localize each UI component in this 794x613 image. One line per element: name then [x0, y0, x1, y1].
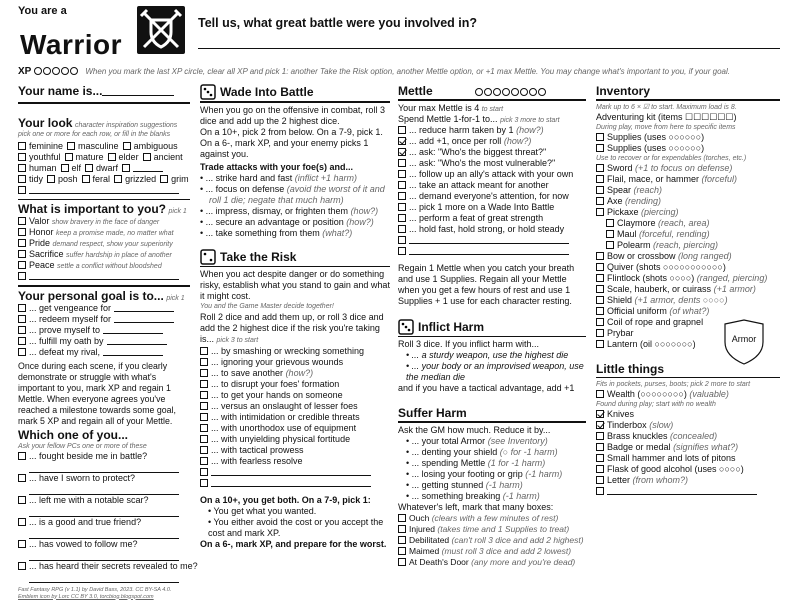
suffer-option: • ... spending Mettle (1 for -1 harm) — [406, 457, 546, 468]
checkbox[interactable] — [18, 142, 26, 150]
inventory-item[interactable]: Maul (forceful, rending) — [596, 229, 780, 240]
risk-option[interactable]: ... with fearless resolve — [200, 456, 390, 467]
suffer-option: • ... denting your shield (○ for -1 harm) — [406, 446, 558, 457]
mettle-option[interactable]: ... add +1, once per roll (how?) — [398, 136, 586, 147]
dice-icon — [200, 249, 216, 265]
risk-option[interactable]: ... ignoring your grievous wounds — [200, 357, 390, 368]
important-title: What is important to you? — [18, 202, 166, 216]
mettle-option[interactable]: ... follow up an ally's attack with your own — [398, 169, 586, 180]
risk-option[interactable]: ... with intimidation or credible threats — [200, 412, 390, 423]
risk-p1: When you act despite danger or do something risky, establish what you stand to gain and what it might cost. — [200, 269, 390, 301]
supplies-item: Supplies (uses ○○○○○○) — [607, 131, 705, 142]
risk-end2: • You get what you wanted. — [208, 506, 317, 516]
xp-circle[interactable] — [52, 67, 60, 75]
mettle-option[interactable]: ... ask: "Who's the biggest threat?" — [398, 147, 586, 158]
which-title: Which one of you... — [18, 427, 128, 442]
checkbox[interactable] — [200, 457, 208, 465]
xp-circle[interactable] — [43, 67, 51, 75]
trade-option[interactable]: • ... impress, dismay, or frighten them (how?) — [200, 205, 379, 216]
inventory-item[interactable]: Scale, hauberk, or cuirass (+1 armor) — [596, 284, 780, 295]
mettle-option[interactable] — [398, 246, 586, 257]
inventory-item[interactable]: Pickaxe (piercing) — [596, 207, 780, 218]
checkbox[interactable] — [398, 558, 406, 566]
trade-title: Trade attacks with your foe(s) and... — [200, 161, 354, 172]
risk-end3: • You either avoid the cost or you accept the cost and mark XP. — [208, 517, 384, 538]
column-left: Your name is... Your look character inspiration suggestions pick one or more for each row, or fill in the blanks feminine masculine ambiguous youthful mature elder ancient human elf dwarf tidy posh feral grizzled grim What is important to you? pick 1 Valor show bravery in the face of danger Honor keep a promise made, no matter what Pride demand respect, show your superiority Sacrifice suffer hardship in place of another Peace settle a conflict without bloodshed Your personal goal is to... pick 1 ... get vengeance for ... redeem myself for ... prove myself to ... fulfill my oath by ... defeat my rival, Once during each scene, if you clearly demonstrate or struggle with what's important to you, mark XP and regain 1 Mettle. When everyone agrees you've reached a milestone towards some goal, mark 5 XP and regain all of your Mettle. Which one of you... Ask your fellow PCs one or more of these ... fought beside me in battle? ... have I sworn to protect? ... left me with a notable scar? ... is a good and true friend? ... has vowed to follow me? ... has heard their secrets revealed to me? Fast Fantasy RPG (v 1.1) by David Bass, 2023. CC BY-SA 4.0. Emblem icon by Lorc CC BY 3.0, torcbiog.blogspot.com — [18, 84, 198, 600]
checkbox[interactable] — [606, 219, 614, 227]
checkbox[interactable] — [200, 468, 208, 476]
column-mettle — [398, 84, 586, 568]
answer-line[interactable] — [29, 550, 179, 561]
answer-line[interactable] — [29, 506, 179, 517]
adv-kit-item[interactable]: Adventuring kit (items ☐☐☐☐☐☐) — [596, 111, 737, 122]
checkbox[interactable] — [200, 479, 208, 487]
checkbox[interactable] — [398, 181, 406, 189]
look-row: youthful mature elder ancient — [18, 152, 190, 163]
battle-question: Tell us, what great battle were you involved in? — [198, 16, 477, 30]
checkbox[interactable] — [398, 525, 406, 533]
name-line[interactable] — [102, 87, 174, 96]
checkbox[interactable] — [200, 369, 208, 377]
checkbox[interactable] — [160, 175, 168, 183]
trade-option[interactable]: • ... take something from them (what?) — [200, 227, 353, 238]
checkbox[interactable] — [398, 514, 406, 522]
little-item[interactable]: Small hammer and lots of pitons — [596, 453, 780, 464]
little-items — [596, 409, 780, 497]
condition-box[interactable]: Injured (takes time and 1 Supplies to treat) — [398, 524, 586, 535]
checkbox[interactable] — [122, 164, 130, 172]
important-option[interactable]: Pride demand respect, show your superiority — [18, 238, 190, 249]
checkbox[interactable] — [596, 487, 604, 495]
checkbox[interactable] — [18, 348, 26, 356]
inventory-item[interactable]: Spear (reach) — [596, 185, 780, 196]
checkbox[interactable] — [143, 153, 151, 161]
suffer-title: Suffer Harm — [398, 406, 467, 420]
checkbox[interactable] — [398, 170, 406, 178]
answer-line[interactable] — [29, 484, 179, 495]
inventory-item[interactable]: Flintlock (shots ○○○○) (ranged, piercing) — [596, 273, 780, 284]
little-item[interactable]: Brass knuckles (concealed) — [596, 431, 780, 442]
wade-p2: On a 10+, pick 2 from below. On a 7-9, pick 1. On a 6-, mark XP, and your enemy picks 1 against you. — [200, 126, 383, 159]
risk-end1: On a 10+, you get both. On a 7-9, pick 1: — [200, 495, 371, 505]
little-item[interactable] — [596, 486, 780, 497]
checkbox[interactable] — [398, 159, 406, 167]
trade-options — [200, 173, 390, 239]
condition-box[interactable]: Maimed (must roll 3 dice and add 2 lowest) — [398, 546, 586, 557]
you-are-label: You are a — [18, 5, 67, 17]
checkbox[interactable] — [18, 518, 26, 526]
checkbox[interactable] — [200, 358, 208, 366]
checkbox[interactable] — [18, 337, 26, 345]
checkbox[interactable] — [18, 239, 26, 247]
little-hint2: Found during play; start with no wealth — [596, 401, 716, 408]
look-title: Your look — [18, 115, 73, 130]
checkbox[interactable] — [596, 432, 604, 440]
checkbox[interactable] — [596, 186, 604, 194]
which-options — [18, 450, 198, 583]
risk-options — [200, 346, 390, 489]
goal-options — [18, 303, 190, 358]
goal-option[interactable]: ... redeem myself for — [18, 314, 190, 325]
which-option[interactable]: ... is a good and true friend? — [18, 517, 190, 528]
mettle-option[interactable]: ... reduce harm taken by 1 (how?) — [398, 125, 586, 136]
dice-icon — [200, 84, 216, 100]
mettle-spend: Spend Mettle 1-for-1 to... pick 3 more to start — [398, 113, 560, 124]
risk-option[interactable] — [200, 478, 390, 489]
class-name: Warrior — [20, 29, 123, 60]
wade-p1: When you go on the offensive in combat, roll 3 dice and add up the 2 highest dice. — [200, 104, 385, 126]
which-option[interactable]: ... fought beside me in battle? — [18, 451, 190, 462]
inventory-item[interactable]: Bow or crossbow (long ranged) — [596, 251, 780, 262]
inventory-hint2: During play, move from here to specific items — [596, 123, 736, 131]
which-option[interactable]: ... left me with a notable scar? — [18, 495, 190, 506]
credit-line: Fast Fantasy RPG (v 1.1) by David Bass, 2023. CC BY-SA 4.0. — [18, 586, 172, 593]
checkbox[interactable] — [596, 274, 604, 282]
answer-line[interactable] — [29, 572, 179, 583]
checkbox[interactable] — [65, 153, 73, 161]
xp-help: When you mark the last XP circle, clear all XP and pick 1: another Take the Risk option, another Mettle option, or +1 max Mettle. You may change what's important to you, if your goal. — [85, 67, 730, 76]
checkbox[interactable] — [114, 175, 122, 183]
checkbox[interactable] — [596, 197, 604, 205]
little-item[interactable]: Tinderbox (slow) — [596, 420, 780, 431]
suffer-option: • ... something breaking (-1 harm) — [406, 490, 540, 501]
checkbox[interactable] — [596, 465, 604, 473]
look-row: human elf dwarf — [18, 163, 190, 174]
little-title: Little things — [596, 361, 664, 376]
checkbox[interactable] — [596, 252, 604, 260]
look-hint: pick one or more for each row, or fill in the blanks — [18, 130, 171, 138]
checkbox[interactable] — [200, 380, 208, 388]
important-option[interactable]: Honor keep a promise made, no matter what — [18, 227, 190, 238]
goal-option[interactable]: ... get vengeance for — [18, 303, 190, 314]
suffer-p1: Ask the GM how much. Reduce it by... — [398, 424, 551, 435]
suffer-p2: Whatever's left, mark that many boxes: — [398, 501, 554, 512]
checkbox[interactable] — [596, 443, 604, 451]
important-option[interactable]: Peace settle a conflict without bloodshed — [18, 260, 190, 271]
inventory-item[interactable]: Axe (rending) — [596, 196, 780, 207]
checkbox[interactable] — [596, 421, 604, 429]
risk-title: Take the Risk — [200, 249, 390, 265]
inventory-item[interactable]: Claymore (reach, area) — [596, 218, 780, 229]
risk-option[interactable]: ... with tactical prowess — [200, 445, 390, 456]
inventory-item[interactable]: Polearm (reach, piercing) — [596, 240, 780, 251]
risk-option[interactable]: ... with unyielding physical fortitude — [200, 434, 390, 445]
dice-icon — [398, 319, 414, 335]
column-inventory: Inventory Mark up to 6 × ☑ to start. Maximum load is 8. Adventuring kit (items ☐☐☐☐☐☐) During play, move from here to specific items Supplies (uses ○○○○○○) Supplies (uses ○○○○○○) Use to recover or for expendables (torches, etc.) Sword (+1 to focus on defense) Flail, mace, or hammer (forceful) Spear (reach) Axe (rending) Pickaxe (piercing) Claymore (reach, area) Maul (forceful, rending) Polearm (reach, piercing) Bow or crossbow (long ranged) Quiver (shots ○○○○○○○○○○○) Flintlock (shots ○○○○) (ranged, piercing) Scale, hauberk, or cuirass (+1 armor) Shield (+1 armor, dents ○○○○) Official uniform (of what?) Coil of rope and grapnel Prybar Lantern (oil ○○○○○○○) Little things Fits in pockets, purses, boots; pick 2 more to start Wealth (○○○○○○○○) (valuable) Found during play; start with no wealth Knives Tinderbox (slow) Brass knuckles (concealed) Badge or medal (signifies what?) Small hammer and lots of pitons Flask of good alcohol (uses ○○○○) Letter (from whom?) — [596, 84, 780, 497]
checkbox[interactable] — [85, 164, 93, 172]
inflict-p2: and if you have a tactical advantage, add +1 — [398, 383, 575, 393]
checkbox[interactable] — [596, 318, 604, 326]
xp-circle[interactable] — [70, 67, 78, 75]
suffer-option: • ... your total Armor (see Inventory) — [406, 435, 548, 446]
checkbox[interactable] — [596, 263, 604, 271]
checkbox[interactable] — [200, 347, 208, 355]
risk-option[interactable]: ... to get your hands on someone — [200, 390, 390, 401]
column-moves — [200, 84, 390, 550]
look-row: feminine masculine ambiguous — [18, 141, 190, 152]
mettle-option[interactable]: ... hold fast, hold strong, or hold steady — [398, 224, 586, 235]
checkbox[interactable] — [596, 454, 604, 462]
risk-option[interactable]: ... to disrupt your foes' formation — [200, 379, 390, 390]
risk-option[interactable]: ... by smashing or wrecking something — [200, 346, 390, 357]
inventory-item[interactable]: Shield (+1 armor, dents ○○○○) — [596, 295, 780, 306]
credit-line-2: Emblem icon by Lorc CC BY 3.0, torcbiog.blogspot.com — [18, 593, 154, 600]
trade-option[interactable]: • ... secure an advantage or position (how?) — [200, 216, 374, 227]
checkbox[interactable] — [596, 285, 604, 293]
checkbox[interactable] — [200, 424, 208, 432]
checkbox[interactable] — [398, 247, 406, 255]
checkbox[interactable] — [200, 446, 208, 454]
checkbox[interactable] — [18, 315, 26, 323]
inventory-item[interactable]: Quiver (shots ○○○○○○○○○○○) — [596, 262, 780, 273]
inflict-p1: Roll 3 dice. If you inflict harm with... — [398, 339, 540, 349]
inflict-b1: • ... a sturdy weapon, use the highest die — [406, 350, 569, 360]
little-item[interactable]: Knives — [596, 409, 780, 420]
checkbox[interactable] — [398, 236, 406, 244]
checkbox[interactable] — [596, 175, 604, 183]
suffer-option: • ... losing your footing or grip (-1 harm) — [406, 468, 563, 479]
goal-option[interactable]: ... fulfill my oath by — [18, 336, 190, 347]
mettle-text: Regain 1 Mettle when you catch your breath and use 1 Supplies. Regain all your Mettle when you get a few hours of rest and use 1 Supplies + 1 use for each character resting. — [398, 262, 575, 306]
trade-option[interactable]: • ... strike hard and fast (inflict +1 harm) — [200, 172, 357, 183]
xp-circle[interactable] — [61, 67, 69, 75]
checkbox[interactable] — [596, 340, 604, 348]
goal-text: Once during each scene, if you clearly demonstrate or struggle with what's important to you, mark XP and regain 1 Mettle. When everyone agrees you've reached a milestone towards some goal, mark 5 XP and regain all of your Mettle. — [18, 360, 176, 426]
important-options — [18, 216, 190, 282]
little-item[interactable]: Letter (from whom?) — [596, 475, 780, 486]
checkbox[interactable] — [606, 230, 614, 238]
checkbox[interactable] — [596, 307, 604, 315]
condition-box[interactable]: Ouch (clears with a few minutes of rest) — [398, 513, 586, 524]
xp-circle[interactable] — [34, 67, 42, 75]
wealth-item: Wealth (○○○○○○○○) — [607, 389, 687, 399]
checkbox[interactable] — [398, 203, 406, 211]
risk-end4: On a 6-, mark XP, and prepare for the worst. — [200, 539, 387, 549]
checkbox[interactable] — [67, 142, 75, 150]
checkbox[interactable] — [18, 164, 26, 172]
mettle-option[interactable]: ... take an attack meant for another — [398, 180, 586, 191]
which-option[interactable]: ... have I sworn to protect? — [18, 473, 190, 484]
checkbox[interactable] — [398, 137, 406, 145]
checkbox[interactable] — [18, 326, 26, 334]
checkbox[interactable] — [596, 208, 604, 216]
mettle-max: Your max Mettle is 4 to start — [398, 102, 504, 113]
important-option[interactable] — [18, 271, 190, 282]
inventory-hint3: Use to recover or for expendables (torches, etc.) — [596, 154, 747, 162]
mettle-option[interactable]: ... demand everyone's attention, for now — [398, 191, 586, 202]
armor-shield-icon[interactable] — [723, 318, 765, 366]
inventory-hint1: Mark up to 6 × ☑ to start. Maximum load is 8. — [596, 103, 737, 111]
look-row: tidy posh feral grizzled grim — [18, 174, 190, 185]
important-option[interactable]: Sacrifice suffer hardship in place of another — [18, 249, 190, 260]
little-item[interactable]: Badge or medal (signifies what?) — [596, 442, 780, 453]
checkbox[interactable] — [18, 250, 26, 258]
checkbox[interactable] — [82, 175, 90, 183]
battle-answer-line[interactable] — [198, 40, 780, 49]
suffer-options — [398, 436, 586, 502]
checkbox[interactable] — [398, 126, 406, 134]
look-options — [18, 141, 190, 196]
checkbox[interactable] — [606, 241, 614, 249]
checkbox[interactable] — [398, 214, 406, 222]
mettle-option[interactable]: ... ask: "Who's the most vulnerable?" — [398, 158, 586, 169]
checkbox[interactable] — [398, 536, 406, 544]
risk-option[interactable]: ... to save another (how?) — [200, 368, 390, 379]
which-hint: Ask your fellow PCs one or more of these — [18, 442, 147, 450]
checkbox[interactable] — [18, 228, 26, 236]
checkbox[interactable] — [18, 217, 26, 225]
risk-p2: Roll 2 dice and add them up, or roll 3 dice and add the 2 highest dice if the risk you're taking is... pick 3 to start — [200, 312, 384, 344]
checkbox[interactable] — [18, 540, 26, 548]
inventory-item[interactable]: Official uniform (of what?) — [596, 306, 780, 317]
checkbox[interactable] — [596, 296, 604, 304]
little-item[interactable]: Flask of good alcohol (uses ○○○○) — [596, 464, 780, 475]
condition-box[interactable]: At Death's Door (any more and you're dead) — [398, 557, 586, 568]
checkbox[interactable] — [200, 413, 208, 421]
checkbox[interactable] — [18, 186, 26, 194]
mettle-option[interactable]: ... pick 1 more on a Wade Into Battle — [398, 202, 586, 213]
checkbox[interactable] — [398, 547, 406, 555]
wade-title: Wade Into Battle — [200, 84, 390, 100]
answer-line[interactable] — [29, 528, 179, 539]
inflict-b2: • ... your body or an improvised weapon, use the median die — [406, 361, 584, 382]
checkbox[interactable] — [108, 153, 116, 161]
mettle-options — [398, 125, 586, 257]
xp-track: XP When you mark the last XP circle, clear all XP and pick 1: another Take the Risk option, another Mettle option, or +1 max Mettle. You may change what's important to you, if your goal. — [18, 66, 730, 77]
checkbox[interactable] — [18, 272, 26, 280]
checkbox[interactable] — [18, 496, 26, 504]
important-option[interactable]: Valor show bravery in the face of danger — [18, 216, 190, 227]
checkbox[interactable] — [47, 175, 55, 183]
goal-option[interactable]: ... prove myself to — [18, 325, 190, 336]
armor-label: Armor — [731, 334, 757, 344]
inflict-title: Inflict Harm — [398, 319, 586, 335]
which-option[interactable]: ... has heard their secrets revealed to me? — [18, 561, 190, 572]
inventory-item[interactable]: Lantern (oil ○○○○○○○) — [596, 339, 780, 350]
condition-boxes — [398, 513, 586, 568]
checkbox[interactable] — [18, 474, 26, 482]
inventory-item[interactable]: Coil of rope and grapnel — [596, 317, 780, 328]
goal-option[interactable]: ... defeat my rival, — [18, 347, 190, 358]
suffer-option: • ... getting stunned (-1 harm) — [406, 479, 523, 490]
little-hint1: Fits in pockets, purses, boots; pick 2 more to start — [596, 381, 751, 388]
which-option[interactable]: ... has vowed to follow me? — [18, 539, 190, 550]
inventory-item[interactable]: Sword (+1 to focus on defense) — [596, 163, 780, 174]
risk-option[interactable] — [200, 467, 390, 478]
checkbox[interactable] — [398, 148, 406, 156]
checkbox[interactable] — [18, 175, 26, 183]
checkbox[interactable] — [200, 402, 208, 410]
risk-option[interactable]: ... versus an onslaught of lesser foes — [200, 401, 390, 412]
mettle-title: Mettle — [398, 84, 433, 98]
checkbox[interactable] — [18, 562, 26, 570]
trade-option[interactable]: • ... focus on defense (avoid the worst of it and roll 1 die; negate that much harm) — [200, 183, 385, 205]
warrior-emblem-icon — [137, 6, 185, 54]
supplies-item: Supplies (uses ○○○○○○) — [607, 142, 705, 153]
condition-box[interactable]: Debilitated (can't roll 3 dice and add 2 highest) — [398, 535, 586, 546]
checkbox[interactable] — [596, 476, 604, 484]
mettle-option[interactable] — [398, 235, 586, 246]
look-row — [18, 185, 190, 196]
inventory-item[interactable]: Flail, mace, or hammer (forceful) — [596, 174, 780, 185]
inventory-item[interactable]: Prybar — [596, 328, 780, 339]
checkbox[interactable] — [18, 261, 26, 269]
inventory-title: Inventory — [596, 84, 651, 98]
mettle-circles — [475, 87, 547, 97]
name-label: Your name is... — [18, 84, 103, 98]
checkbox[interactable] — [398, 225, 406, 233]
checkbox[interactable] — [596, 164, 604, 172]
risk-hint: You and the Game Master decide together! — [200, 303, 334, 310]
checkbox[interactable] — [398, 192, 406, 200]
mettle-option[interactable]: ... perform a feat of great strength — [398, 213, 586, 224]
risk-option[interactable]: ... with unorthodox use of equipment — [200, 423, 390, 434]
checkbox[interactable] — [18, 304, 26, 312]
checkbox[interactable] — [200, 435, 208, 443]
checkbox[interactable] — [596, 410, 604, 418]
goal-title: Your personal goal is to... — [18, 288, 164, 303]
checkbox[interactable] — [18, 153, 26, 161]
checkbox[interactable] — [18, 452, 26, 460]
checkbox[interactable] — [200, 391, 208, 399]
answer-line[interactable] — [29, 462, 179, 473]
checkbox[interactable] — [596, 329, 604, 337]
checkbox[interactable] — [123, 142, 131, 150]
checkbox[interactable] — [61, 164, 69, 172]
